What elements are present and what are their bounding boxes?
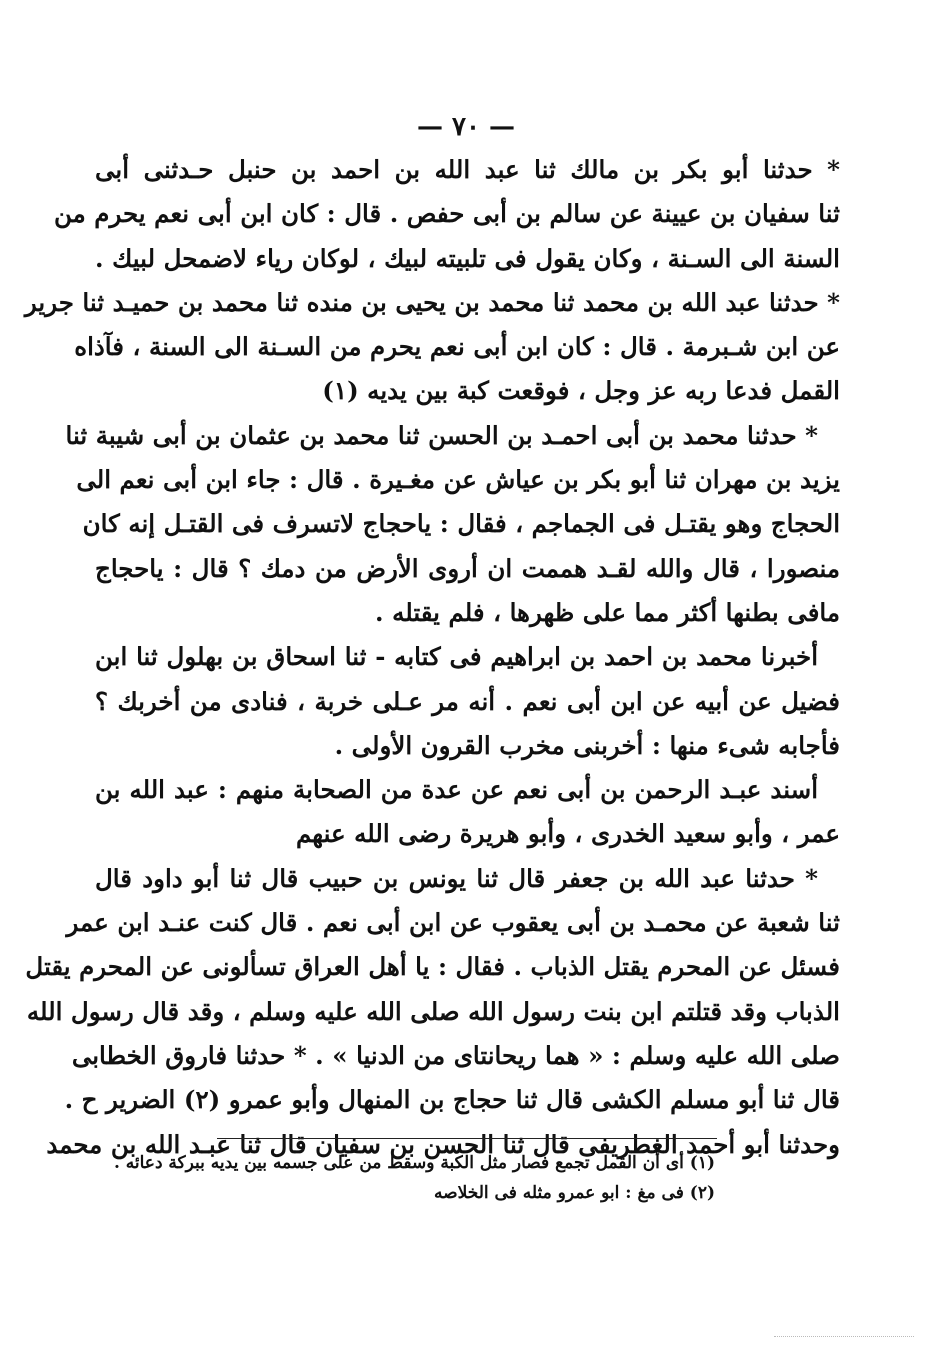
page-number: — ٧٠ — — [416, 112, 516, 142]
footnotes — [113, 1148, 715, 1208]
text-line: * حدثنا محمد بن أبى احمـد بن الحسن ثنا محمد بن عثمان بن أبى شيبة ثنا — [65, 420, 818, 450]
text-line: قال ثنا أبو مسلم الكشى قال ثنا حجاج بن المنهال وأبو عمرو (٢) الضرير ح . — [64, 1085, 840, 1115]
main-text — [24, 148, 840, 1167]
text-line: الذباب وقد قتلتم ابن بنت رسول الله صلى الله عليه وسلم ، وقد قال رسول الله — [26, 996, 840, 1026]
text-line: يزيد بن مهران ثنا أبو بكر بن عياش عن مغـيرة . قال : جاء ابن أبى نعم الى — [76, 465, 840, 495]
text-line: أسند عبـد الرحمن بن أبى نعم عن عدة من الصحابة منهم : عبد الله بن — [95, 775, 818, 805]
text-line: فضيل عن أبيه عن ابن أبى نعم . أنه مر عـلى خربة ، فنادى من أخربك ؟ — [95, 686, 840, 716]
text-line: ثنا سفيان بن عيينة عن سالم بن أبى حفص . قال : كان ابن أبى نعم يحرم من — [54, 199, 840, 229]
text-line: * حدثنا عبد الله بن جعفر قال ثنا يونس بن حبيب قال ثنا أبو داود قال — [95, 863, 818, 893]
text-line: عن ابن شـبرمة . قال : كان ابن أبى نعم يحرم من السـنة الى السنة ، فآذاه — [74, 332, 840, 362]
footnote: (٢) فى مغ : ابو عمرو مثله فى الخلاصه — [434, 1183, 715, 1203]
text-line: فأجابه شىء منها : أخربنى مخرب القرون الأولى . — [334, 730, 840, 760]
text-line: أخبرنا محمد بن احمد بن ابراهيم فى كتابه - ثنا اسحاق بن بهلول ثنا ابن — [95, 642, 818, 672]
text-line: مافى بطنها أكثر مما على ظهرها ، فلم يقتله . — [375, 597, 840, 627]
scan-artifact — [774, 1336, 914, 1337]
text-line: صلى الله عليه وسلم : « هما ريحانتاى من الدنيا » . * حدثنا فاروق الخطابى — [71, 1040, 840, 1070]
text-line: القمل فدعا ربه عز وجل ، فوقعت كبة بين يديه (١) — [322, 376, 840, 406]
text-line: * حدثنا عبد الله بن محمد ثنا محمد بن يحيى بن منده ثنا محمد بن حميـد ثنا جرير — [24, 287, 840, 317]
text-line: منصورا ، قال والله لقـد هممت ان أروى الأرض من دمك ؟ قال : ياحجاج — [95, 553, 840, 583]
text-line: * حدثنا أبو بكر بن مالك ثنا عبد الله بن احمد بن حنبل حـدثنى أبى — [95, 155, 840, 184]
text-line: الحجاج وهو يقتـل فى الجماجم ، فقال : ياحجاج لاتسرف فى القتـل إنه كان — [82, 509, 840, 539]
text-line: فسئل عن المحرم يقتل الذباب . فقال : يا أهل العراق تسألونى عن المحرم يقتل — [25, 952, 840, 982]
text-line: ثنا شعبة عن محمـد بن أبى يعقوب عن ابن أبى نعم . قال كنت عنـد ابن عمر — [66, 908, 840, 938]
text-line: عمر ، وأبو سعيد الخدرى ، وأبو هريرة رضى الله عنهم — [296, 819, 840, 849]
text-line: وحدثنا أبو أحمد الغطريفى قال ثنا الحسن بن سفيان قال ثنا عبـد الله بن محمد — [46, 1129, 840, 1159]
footnote: (١) أى أن القمل تجمع فصار مثل الكبة وسقط من على جسمه بين يديه ببركة دعائه . — [113, 1153, 715, 1173]
text-line: السنة الى السـنة ، وكان يقول فى تلبيته لبيك ، لوكان رياء لاضمحل لبيك . — [95, 243, 840, 273]
footnote-separator — [217, 1138, 717, 1139]
